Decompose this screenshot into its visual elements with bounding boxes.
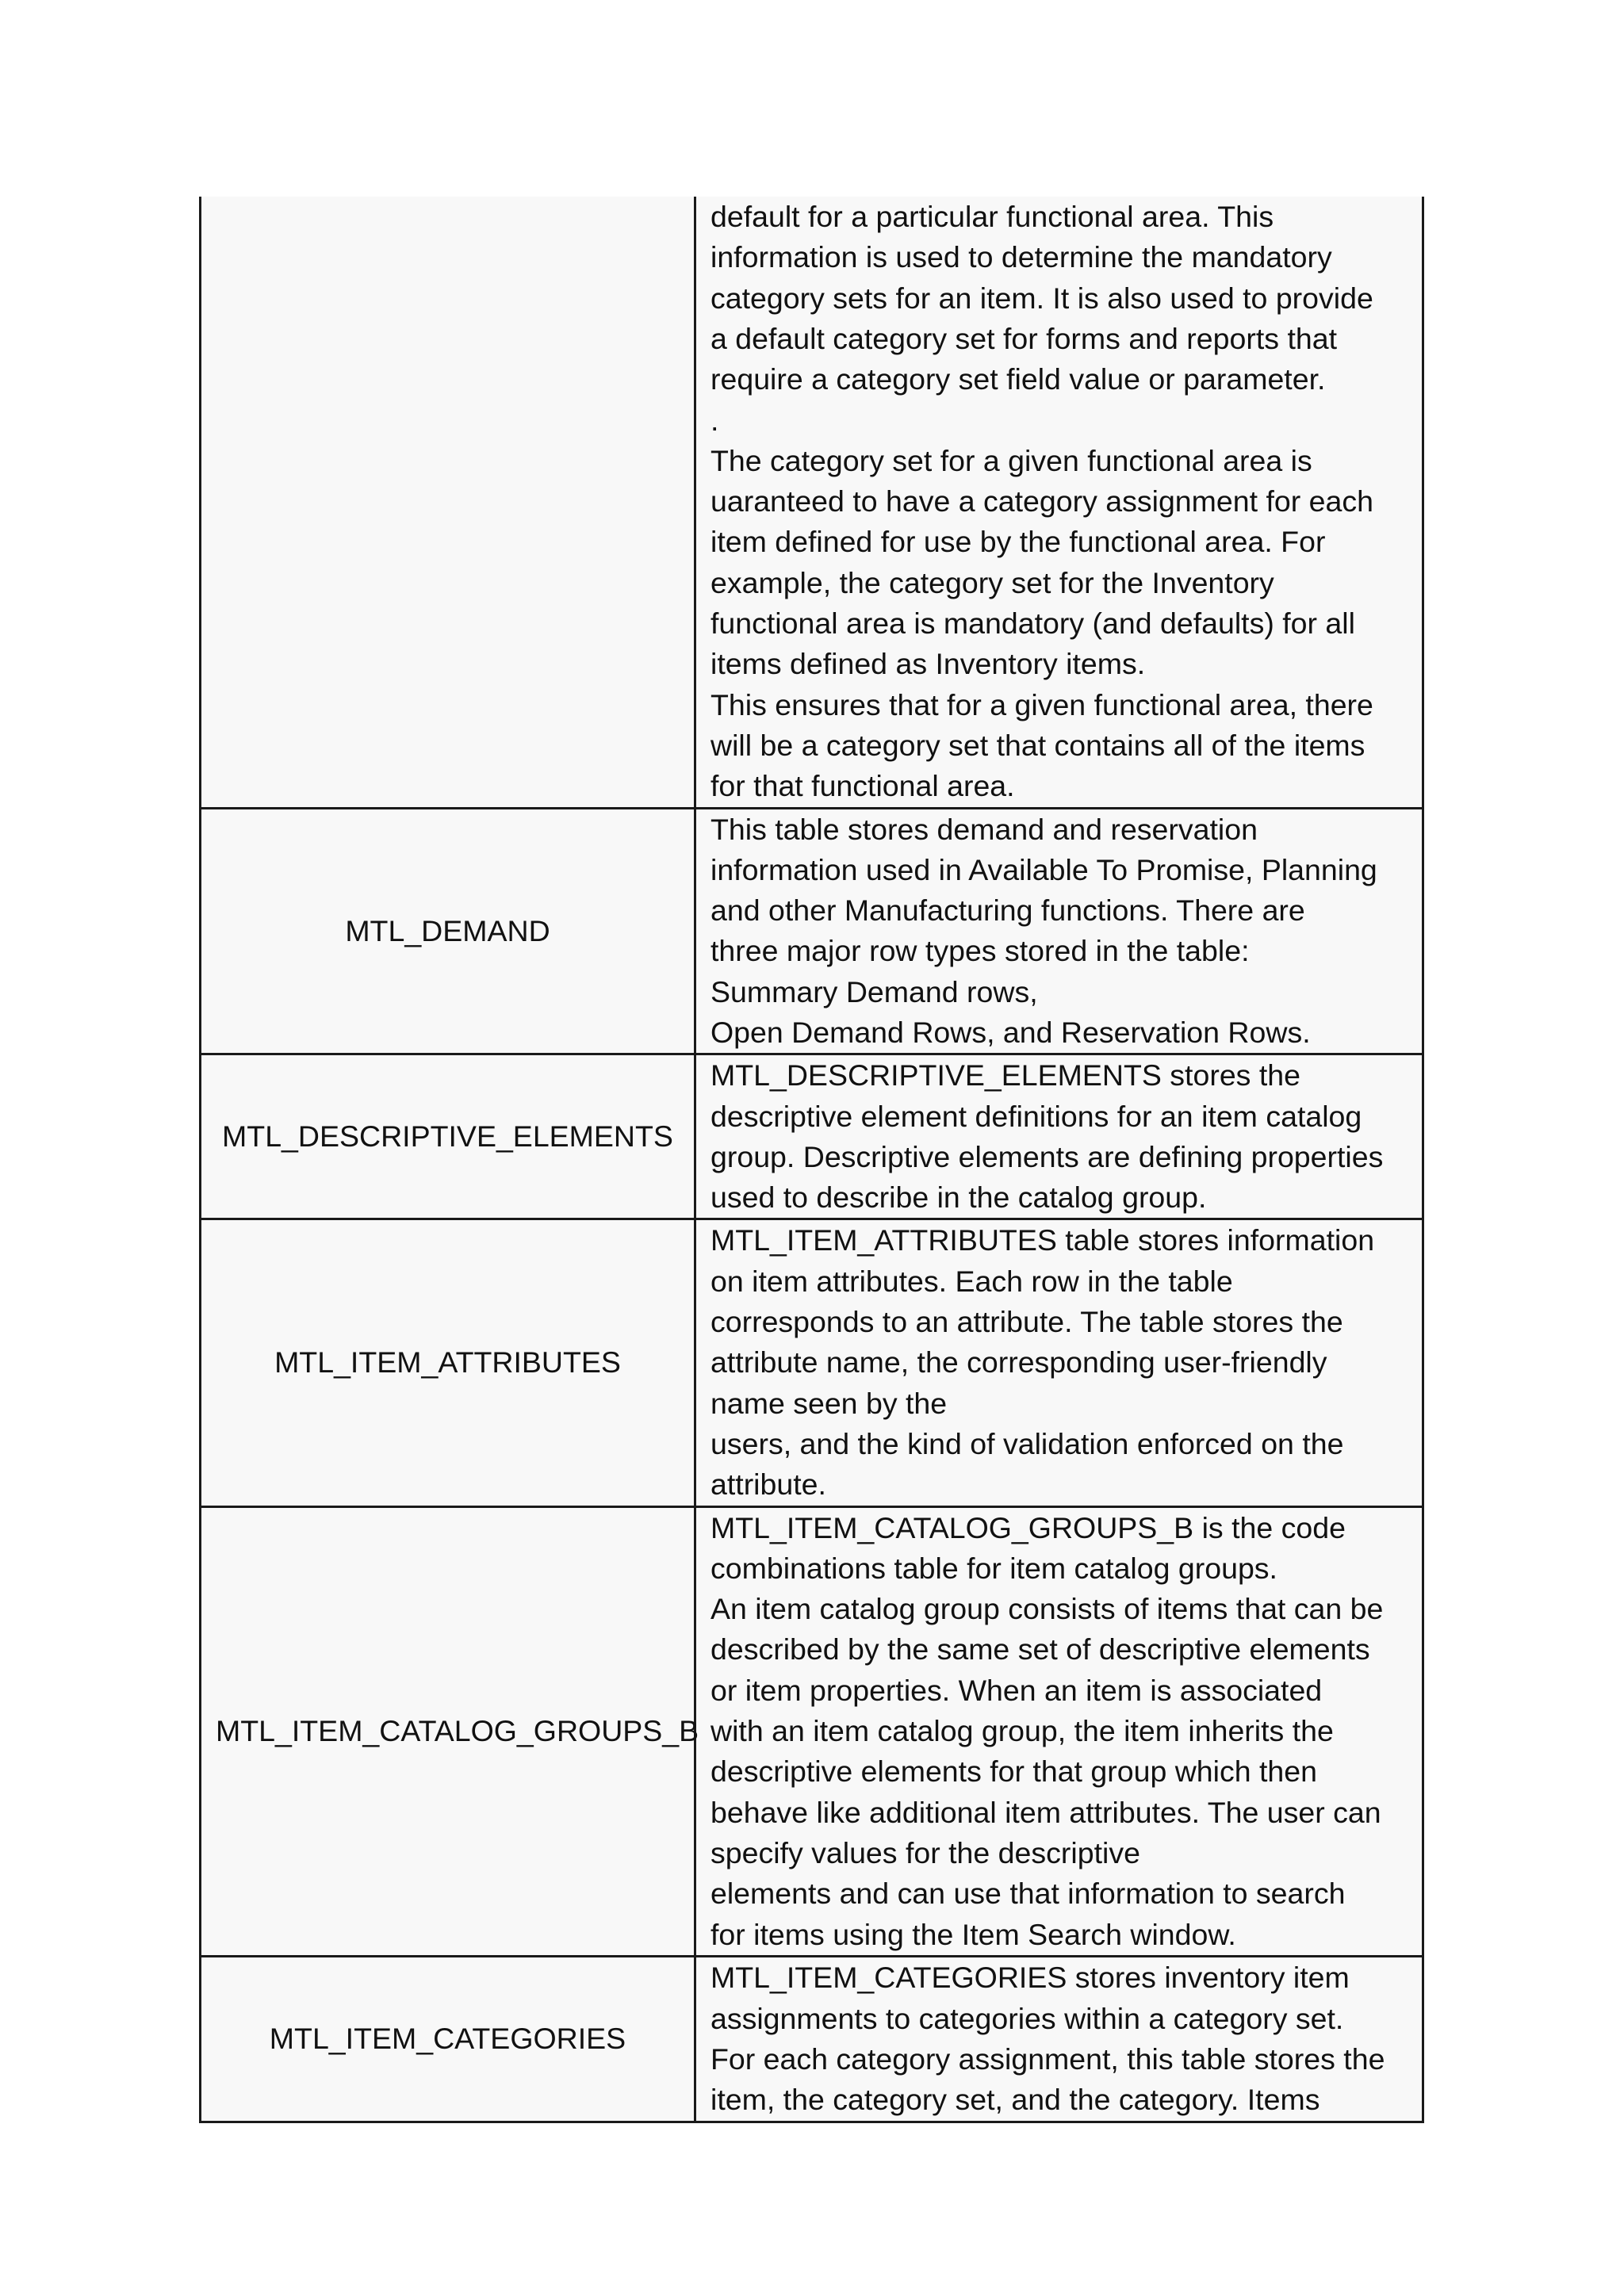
description-paragraph: An item catalog group consists of items that can be described by the same set of descriptive elements or item properties. When an item is associated with an item catalog group, the item inherits the descriptive elements for that group which then behave like additional item attributes. The user can specify values for the descriptive elements and can use that information to search for items using the Item Search window. bbox=[710, 1592, 1384, 1951]
description-paragraph: MTL_ITEM_ATTRIBUTES table stores information on item attributes. Each row in the table corresponds to an attribute. The table stores the attribute name, the corresponding user-friendly name seen by the users, and the kind of validation enforced on the attribute. bbox=[710, 1223, 1375, 1502]
description-paragraph: The category set for a given functional area is uaranteed to have a category assignment for each item defined for use by the functional area. For example, the category set for the Inventory functional area is mandatory (and defaults) for all items defined as Inventory items. bbox=[710, 443, 1373, 681]
description-paragraph: MTL_DESCRIPTIVE_ELEMENTS stores the descriptive element definitions for an item catalog group. Descriptive elements are defining properties used to describe in the catalog group. bbox=[710, 1058, 1384, 1215]
table-name-cell: MTL_ITEM_ATTRIBUTES bbox=[201, 1219, 695, 1506]
table-row bbox=[201, 1956, 1423, 2122]
description-paragraph: default for a particular functional area. This information is used to determine the mandatory category sets for an item. It is also used to provide a default category set for forms and reports that require a category set field value or parameter. . bbox=[710, 200, 1373, 437]
table-name-cell bbox=[201, 197, 695, 808]
table-name-cell: MTL_DEMAND bbox=[201, 808, 695, 1054]
description-paragraph: MTL_ITEM_CATALOG_GROUPS_B is the code combinations table for item catalog groups. bbox=[710, 1510, 1346, 1585]
table-row bbox=[201, 1506, 1423, 1956]
table-row bbox=[201, 808, 1423, 1054]
description-paragraph: This table stores demand and reservation information used in Available To Promise, Planning and other Manufacturing functions. There are three major row types stored in the table: Summary Demand rows, Open Demand Rows, and Reservation Rows. bbox=[710, 812, 1377, 1049]
table-description-cell bbox=[695, 808, 1423, 1054]
table-description-table bbox=[199, 197, 1424, 2123]
table-name-cell: MTL_DESCRIPTIVE_ELEMENTS bbox=[201, 1054, 695, 1219]
table-description-cell bbox=[695, 1219, 1423, 1506]
table-description-cell bbox=[695, 197, 1423, 808]
table-name-cell: MTL_ITEM_CATALOG_GROUPS_B bbox=[201, 1506, 695, 1956]
description-paragraph: MTL_ITEM_CATEGORIES stores inventory item assignments to categories within a category set. bbox=[710, 1961, 1350, 2035]
table-description-cell bbox=[695, 1054, 1423, 1219]
table-description-cell bbox=[695, 1506, 1423, 1956]
table-description-cell bbox=[695, 1956, 1423, 2122]
table-row bbox=[201, 197, 1423, 808]
table-row bbox=[201, 1219, 1423, 1506]
description-paragraph: This ensures that for a given functional area, there will be a category set that contains all of the items for that functional area. bbox=[710, 687, 1373, 803]
table-name-cell: MTL_ITEM_CATEGORIES bbox=[201, 1956, 695, 2122]
table-row bbox=[201, 1054, 1423, 1219]
description-paragraph: For each category assignment, this table stores the item, the category set, and the category. Items bbox=[710, 2042, 1385, 2117]
